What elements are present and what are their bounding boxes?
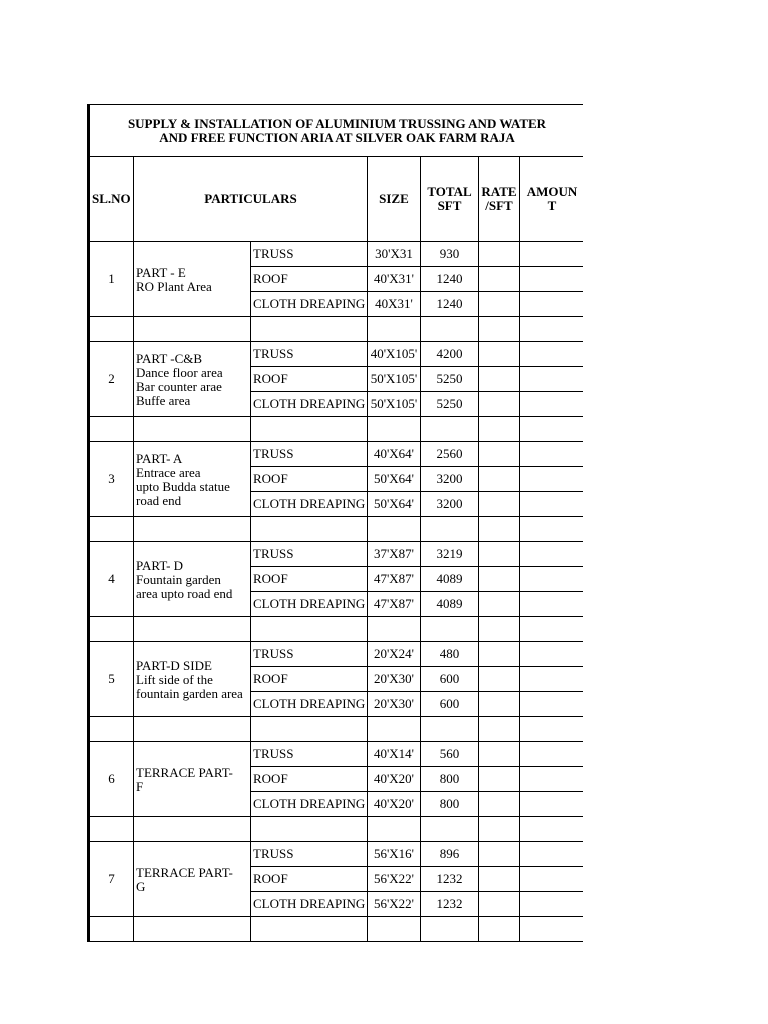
item-total-sft: 1240: [421, 292, 479, 317]
blank-cell: [479, 317, 520, 342]
item-rate: [479, 542, 520, 567]
item-size: 20'X24': [368, 642, 421, 667]
part-line: TERRACE PART-: [136, 865, 233, 880]
item-rate: [479, 567, 520, 592]
blank-cell: [479, 517, 520, 542]
blank-row: [89, 617, 584, 642]
header-amount-line2: T: [547, 198, 557, 213]
blank-cell: [89, 517, 134, 542]
section-part: [134, 742, 251, 817]
part-line: Bar counter arae: [136, 379, 222, 394]
item-amount: [520, 767, 584, 792]
part-line: PART - E: [136, 265, 186, 280]
item-total-sft: 560: [421, 742, 479, 767]
section-slno: 7: [89, 842, 134, 917]
blank-cell: [368, 417, 421, 442]
blank-row: [89, 517, 584, 542]
item-total-sft: 3219: [421, 542, 479, 567]
blank-cell: [89, 317, 134, 342]
item-amount: [520, 867, 584, 892]
blank-cell: [89, 417, 134, 442]
item-rate: [479, 642, 520, 667]
item-amount: [520, 467, 584, 492]
part-line: area upto road end: [136, 586, 233, 601]
item-rate: [479, 492, 520, 517]
part-line: TERRACE PART-: [136, 765, 233, 780]
item-amount: [520, 842, 584, 867]
item-size: 50'X64': [368, 467, 421, 492]
item-label: CLOTH DREAPING: [251, 692, 368, 717]
item-amount: [520, 642, 584, 667]
item-size: 50'X64': [368, 492, 421, 517]
blank-cell: [520, 817, 584, 842]
section-part: [134, 542, 251, 617]
header-rate-line2: /SFT: [485, 198, 513, 213]
part-line: PART -C&B: [136, 351, 203, 366]
item-total-sft: 5250: [421, 367, 479, 392]
header-size: SIZE: [368, 157, 421, 242]
part-line: G: [136, 879, 146, 894]
item-label: TRUSS: [251, 342, 368, 367]
item-size: 47'X87': [368, 592, 421, 617]
table-row: [89, 442, 584, 467]
header-rate-sft: [479, 157, 520, 242]
item-amount: [520, 692, 584, 717]
item-label: TRUSS: [251, 542, 368, 567]
section-slno: 1: [89, 242, 134, 317]
blank-cell: [134, 817, 251, 842]
item-label: CLOTH DREAPING: [251, 592, 368, 617]
item-amount: [520, 742, 584, 767]
item-label: CLOTH DREAPING: [251, 292, 368, 317]
item-size: 40'X20': [368, 792, 421, 817]
header-rate-line1: RATE: [481, 184, 517, 199]
item-label: ROOF: [251, 267, 368, 292]
item-size: 40'X20': [368, 767, 421, 792]
item-size: 40'X14': [368, 742, 421, 767]
part-line: Entrace area: [136, 465, 201, 480]
item-amount: [520, 442, 584, 467]
item-size: 56'X22': [368, 867, 421, 892]
blank-cell: [421, 517, 479, 542]
item-rate: [479, 342, 520, 367]
part-line: RO Plant Area: [136, 279, 212, 294]
blank-cell: [251, 617, 368, 642]
item-rate: [479, 442, 520, 467]
table-row: [89, 642, 584, 667]
item-rate: [479, 767, 520, 792]
item-label: TRUSS: [251, 642, 368, 667]
title-line-2: AND FREE FUNCTION ARIA AT SILVER OAK FARM RAJA: [159, 129, 515, 145]
item-label: TRUSS: [251, 242, 368, 267]
blank-row: [89, 417, 584, 442]
item-rate: [479, 892, 520, 917]
item-size: 50'X105': [368, 392, 421, 417]
blank-cell: [89, 717, 134, 742]
section-slno: 5: [89, 642, 134, 717]
item-label: ROOF: [251, 367, 368, 392]
blank-row: [89, 717, 584, 742]
blank-cell: [421, 317, 479, 342]
item-size: 20'X30': [368, 692, 421, 717]
item-label: CLOTH DREAPING: [251, 392, 368, 417]
section-part: [134, 242, 251, 317]
table-row: [89, 542, 584, 567]
blank-cell: [479, 817, 520, 842]
item-total-sft: 5250: [421, 392, 479, 417]
table-row: [89, 842, 584, 867]
item-rate: [479, 592, 520, 617]
item-size: 37'X87': [368, 542, 421, 567]
item-total-sft: 1240: [421, 267, 479, 292]
item-rate: [479, 267, 520, 292]
item-rate: [479, 792, 520, 817]
part-line: Dance floor area: [136, 365, 223, 380]
item-label: ROOF: [251, 667, 368, 692]
item-total-sft: 600: [421, 692, 479, 717]
table-row: [89, 742, 584, 767]
blank-cell: [520, 717, 584, 742]
blank-cell: [89, 917, 134, 942]
item-size: 40'X64': [368, 442, 421, 467]
section-slno: 4: [89, 542, 134, 617]
blank-cell: [251, 517, 368, 542]
item-rate: [479, 392, 520, 417]
item-amount: [520, 667, 584, 692]
header-amount-line1: AMOUN: [526, 184, 578, 199]
item-rate: [479, 742, 520, 767]
item-total-sft: 600: [421, 667, 479, 692]
item-amount: [520, 892, 584, 917]
item-label: ROOF: [251, 467, 368, 492]
header-particulars: PARTICULARS: [134, 157, 368, 242]
item-total-sft: 480: [421, 642, 479, 667]
item-rate: [479, 292, 520, 317]
item-label: CLOTH DREAPING: [251, 492, 368, 517]
item-total-sft: 4089: [421, 592, 479, 617]
blank-cell: [479, 617, 520, 642]
item-total-sft: 4089: [421, 567, 479, 592]
blank-cell: [134, 517, 251, 542]
blank-row: [89, 917, 584, 942]
item-amount: [520, 492, 584, 517]
item-amount: [520, 392, 584, 417]
item-amount: [520, 292, 584, 317]
part-line: F: [136, 779, 144, 794]
header-total-line2: SFT: [437, 198, 462, 213]
blank-cell: [479, 917, 520, 942]
item-size: 40X31': [368, 292, 421, 317]
section-part: [134, 842, 251, 917]
item-rate: [479, 242, 520, 267]
part-line: Buffe area: [136, 393, 191, 408]
item-label: CLOTH DREAPING: [251, 892, 368, 917]
item-amount: [520, 367, 584, 392]
item-label: TRUSS: [251, 442, 368, 467]
blank-cell: [421, 417, 479, 442]
blank-cell: [134, 317, 251, 342]
blank-cell: [251, 317, 368, 342]
item-label: ROOF: [251, 567, 368, 592]
blank-cell: [520, 317, 584, 342]
blank-row: [89, 817, 584, 842]
item-total-sft: 2560: [421, 442, 479, 467]
item-size: 30'X31: [368, 242, 421, 267]
blank-cell: [421, 917, 479, 942]
part-line: Fountain garden: [136, 572, 221, 587]
item-size: 47'X87': [368, 567, 421, 592]
blank-cell: [421, 617, 479, 642]
blank-cell: [368, 617, 421, 642]
blank-cell: [89, 817, 134, 842]
blank-cell: [251, 417, 368, 442]
item-rate: [479, 867, 520, 892]
item-size: 56'X16': [368, 842, 421, 867]
blank-cell: [520, 917, 584, 942]
item-total-sft: 1232: [421, 892, 479, 917]
item-total-sft: 800: [421, 792, 479, 817]
quotation-sheet: [87, 104, 583, 947]
section-slno: 2: [89, 342, 134, 417]
blank-cell: [421, 717, 479, 742]
blank-cell: [368, 717, 421, 742]
title-line-1: SUPPLY & INSTALLATION OF ALUMINIUM TRUSSING AND WATER: [127, 115, 547, 131]
item-label: CLOTH DREAPING: [251, 792, 368, 817]
blank-cell: [134, 417, 251, 442]
item-total-sft: 3200: [421, 467, 479, 492]
part-line: Lift side of the: [136, 672, 213, 687]
part-line: upto Budda statue: [136, 479, 230, 494]
part-line: road end: [136, 493, 182, 508]
item-amount: [520, 542, 584, 567]
item-total-sft: 1232: [421, 867, 479, 892]
item-label: TRUSS: [251, 742, 368, 767]
table-row: [89, 242, 584, 267]
blank-cell: [520, 517, 584, 542]
item-amount: [520, 567, 584, 592]
blank-cell: [421, 817, 479, 842]
part-line: PART- A: [136, 451, 183, 466]
header-slno: SL.NO: [89, 157, 134, 242]
blank-cell: [251, 817, 368, 842]
quotation-table: [87, 104, 583, 942]
item-amount: [520, 267, 584, 292]
blank-cell: [520, 617, 584, 642]
table-row: [89, 342, 584, 367]
section-slno: 3: [89, 442, 134, 517]
item-size: 50'X105': [368, 367, 421, 392]
blank-cell: [520, 417, 584, 442]
item-rate: [479, 692, 520, 717]
section-part: [134, 342, 251, 417]
blank-cell: [134, 917, 251, 942]
item-label: TRUSS: [251, 842, 368, 867]
blank-cell: [89, 617, 134, 642]
item-total-sft: 896: [421, 842, 479, 867]
header-total-sft: [421, 157, 479, 242]
section-part: [134, 442, 251, 517]
item-total-sft: 4200: [421, 342, 479, 367]
item-total-sft: 3200: [421, 492, 479, 517]
blank-cell: [134, 717, 251, 742]
item-label: ROOF: [251, 867, 368, 892]
blank-cell: [368, 517, 421, 542]
blank-row: [89, 317, 584, 342]
item-amount: [520, 792, 584, 817]
part-line: PART-D SIDE: [136, 658, 212, 673]
blank-cell: [479, 717, 520, 742]
blank-cell: [368, 317, 421, 342]
item-size: 56'X22': [368, 892, 421, 917]
item-label: ROOF: [251, 767, 368, 792]
item-rate: [479, 467, 520, 492]
item-amount: [520, 342, 584, 367]
item-rate: [479, 842, 520, 867]
item-total-sft: 930: [421, 242, 479, 267]
part-line: fountain garden area: [136, 686, 243, 701]
item-total-sft: 800: [421, 767, 479, 792]
header-amount: [520, 157, 584, 242]
blank-cell: [368, 917, 421, 942]
part-line: PART- D: [136, 558, 184, 573]
item-amount: [520, 592, 584, 617]
item-size: 40'X105': [368, 342, 421, 367]
item-size: 40'X31': [368, 267, 421, 292]
item-size: 20'X30': [368, 667, 421, 692]
blank-cell: [479, 417, 520, 442]
blank-cell: [251, 717, 368, 742]
item-rate: [479, 367, 520, 392]
blank-cell: [134, 617, 251, 642]
section-slno: 6: [89, 742, 134, 817]
section-part: [134, 642, 251, 717]
document-title: [89, 105, 584, 157]
blank-cell: [251, 917, 368, 942]
item-rate: [479, 667, 520, 692]
header-total-line1: TOTAL: [427, 184, 472, 199]
blank-cell: [368, 817, 421, 842]
item-amount: [520, 242, 584, 267]
